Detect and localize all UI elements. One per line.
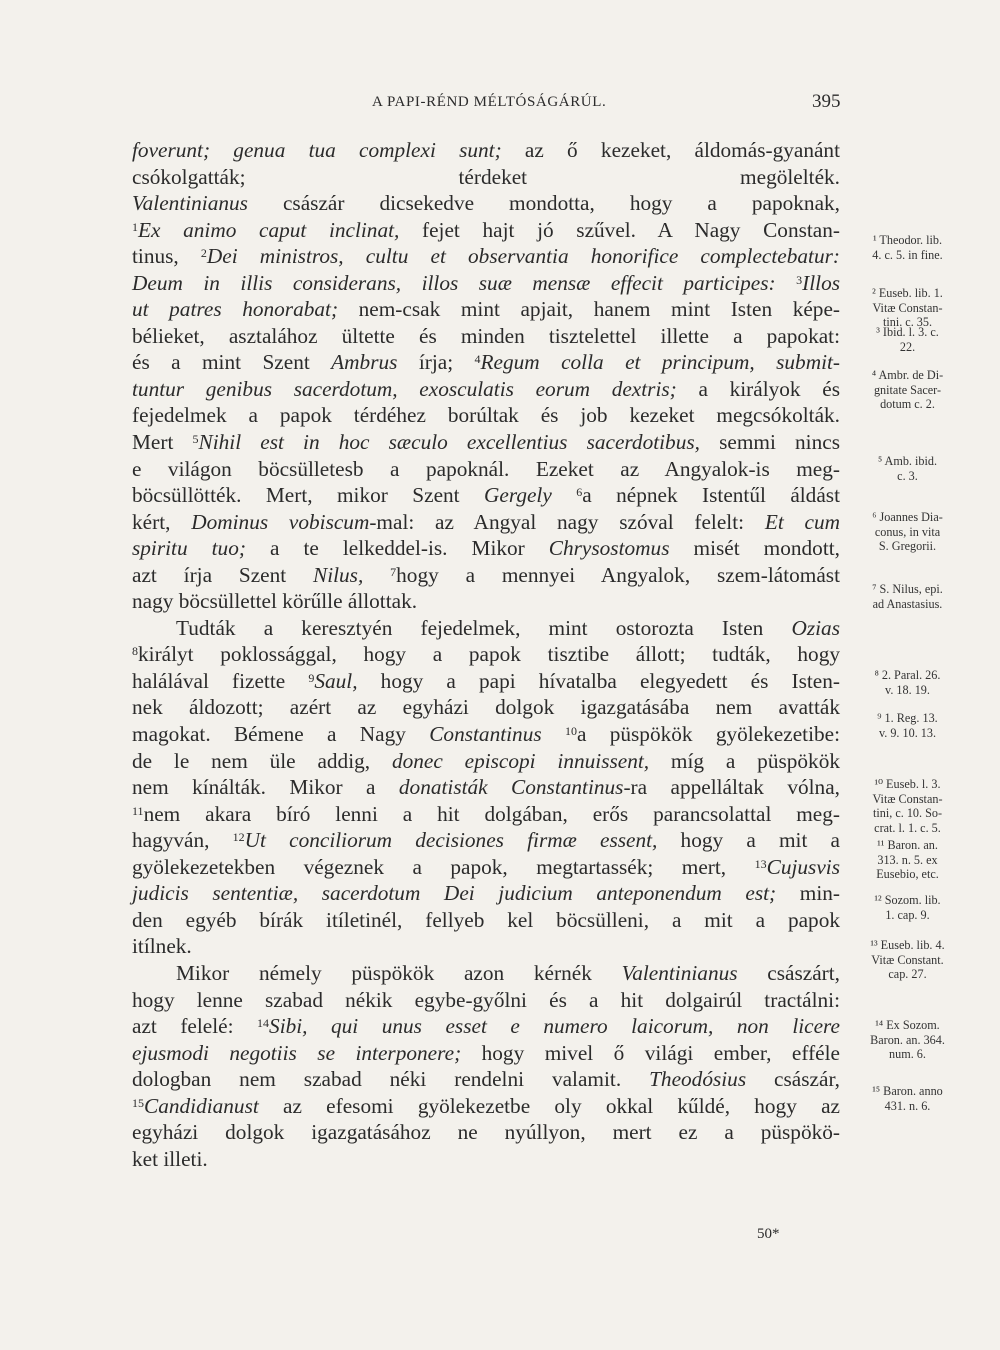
margin-note xyxy=(845,368,970,412)
text-line xyxy=(132,880,840,907)
footnote-marker: 8 xyxy=(132,644,138,659)
text-run: halálával fizette xyxy=(132,668,309,693)
text-run: írja; xyxy=(397,350,475,375)
text-run: míg a püspökök xyxy=(649,748,840,773)
margin-note-line: ¹⁴ Ex Sozom. xyxy=(875,1018,940,1032)
text-run: nem kínálták. Mikor a xyxy=(132,775,399,800)
text-run: és a mint Szent xyxy=(132,350,332,375)
italic-text: Candidianust xyxy=(144,1093,259,1118)
margin-note-line: ⁶ Joannes Dia- xyxy=(872,510,943,524)
italic-text: tuntur genibus sacerdotum, exosculatis eorum dextris; xyxy=(132,376,677,401)
text-run: az efesomi gyölekezetbe oly okkal kűldé, hogy az xyxy=(258,1093,840,1118)
text-run: böcsüllötték. Mert, mikor Szent xyxy=(132,483,484,508)
text-line xyxy=(132,933,840,960)
margin-note-line: 22. xyxy=(899,339,916,354)
text-line xyxy=(132,854,840,881)
text-run: azt írja Szent xyxy=(132,562,313,587)
text-line xyxy=(132,987,840,1014)
text-run: dologban nem szabad néki rendelni valamit. xyxy=(132,1067,650,1092)
footnote-marker: 5 xyxy=(192,432,199,447)
text-run: az ő kezeket, áldomás-gyanánt xyxy=(501,138,840,162)
text-run: hagyván, xyxy=(132,828,233,853)
footnote-marker: 13 xyxy=(754,856,767,871)
margin-note-line: v. 18. 19. xyxy=(885,682,930,697)
text-line xyxy=(132,243,840,270)
text-line xyxy=(132,1119,840,1146)
text-run: a te lelkeddel-is. Mikor xyxy=(245,536,549,561)
italic-text: Constantinus xyxy=(429,722,542,747)
text-line xyxy=(132,960,840,987)
text-line xyxy=(132,270,840,297)
italic-text: Illos xyxy=(802,270,841,295)
margin-note xyxy=(845,893,970,922)
margin-note-line: v. 9. 10. 13. xyxy=(878,725,937,740)
italic-text: judicis sententiæ, sacerdotum Dei judicium anteponendum est; xyxy=(132,881,777,906)
italic-text: ejusmodi negotiis se interponere; xyxy=(132,1040,462,1065)
text-line xyxy=(132,429,840,456)
text-run: bélieket, asztalához ültette és minden tisztelettel illette a papokat: xyxy=(132,323,840,348)
text-run xyxy=(363,563,390,587)
text-line xyxy=(132,323,840,350)
text-run: kért, xyxy=(132,509,192,534)
italic-text: Dei ministros, cultu et observantia honorifice complectebatur: xyxy=(206,244,840,269)
margin-note xyxy=(845,325,970,354)
text-line xyxy=(132,456,840,483)
text-line xyxy=(132,588,840,615)
margin-note-line: 431. n. 6. xyxy=(884,1098,931,1113)
italic-text: Regum colla et principum, submit- xyxy=(480,350,841,375)
text-run: de le nem üle addig, xyxy=(132,748,392,773)
text-run: nem-csak mint apjait, hanem mint Isten képe- xyxy=(338,297,840,322)
italic-text: Nilus, xyxy=(313,562,364,587)
text-run: hogy a mit a xyxy=(657,828,840,853)
text-run: nagy böcsüllettel körűlle állottak. xyxy=(132,589,418,614)
footnote-marker: 11 xyxy=(132,803,144,818)
margin-note xyxy=(845,510,970,554)
margin-note-line: 313. n. 5. ex xyxy=(877,852,938,867)
text-line xyxy=(132,1146,840,1173)
margin-note xyxy=(845,454,970,483)
italic-text: foverunt; genua tua complexi sunt; xyxy=(132,138,502,162)
text-line xyxy=(132,535,840,562)
text-line xyxy=(132,509,840,536)
footnote-marker: 1 xyxy=(132,219,138,234)
text-line xyxy=(132,296,840,323)
text-run: nek áldozott; azért az egyházi dolgok igazgatásába nem avatták xyxy=(132,695,840,720)
italic-text: Sibi, qui unus esset e numero laicorum, non licere xyxy=(269,1014,841,1039)
text-run: csókolgatták; térdeket megölelték. xyxy=(132,164,840,189)
text-run: királyt poklossággal, hogy a papok tisztibe állott; tudták, hogy xyxy=(138,642,840,667)
margin-note xyxy=(845,938,970,982)
running-title: A PAPI-RÉND MÉLTÓSÁGÁRÚL. xyxy=(372,94,607,110)
italic-text: Ozias xyxy=(791,615,840,640)
text-line xyxy=(132,827,840,854)
footnote-marker: 3 xyxy=(796,272,803,287)
text-line xyxy=(132,482,840,509)
italic-text: Ex animo caput inclinat, xyxy=(138,217,400,242)
text-run: itílnek. xyxy=(132,934,192,959)
text-line xyxy=(132,694,840,721)
text-run: a királyok és xyxy=(676,376,840,401)
margin-note-line: crat. l. 1. c. 5. xyxy=(874,820,941,835)
text-line xyxy=(132,1013,840,1040)
running-head xyxy=(0,88,1000,118)
margin-note-line: c. 3. xyxy=(897,468,918,483)
text-line xyxy=(132,907,840,934)
text-run: fejedelmek a papok térdéhez borúltak és job kezeket megcsókolták. xyxy=(132,403,840,428)
margin-note-line: Baron. an. 364. xyxy=(870,1032,945,1047)
text-run: Tudták a keresztyén fejedelmek, mint ostorozta Isten xyxy=(176,615,792,640)
italic-text: spiritu tuo; xyxy=(132,536,246,561)
margin-note-line: ¹² Sozom. lib. xyxy=(874,893,941,907)
margin-note-line: Vitæ Constan- xyxy=(872,791,943,806)
margin-note xyxy=(845,668,970,697)
text-run: Mert xyxy=(132,430,193,455)
text-run xyxy=(552,483,576,507)
text-run: den egyéb bírák itíletinél, fellyeb kel böcsülleni, a mit a papok xyxy=(132,907,840,932)
italic-text: Chrysostomus xyxy=(548,536,670,561)
margin-note-line: 1. cap. 9. xyxy=(885,907,930,922)
margin-note-line: 4. c. 5. in fine. xyxy=(872,247,943,262)
margin-note xyxy=(845,777,970,835)
text-line xyxy=(132,1066,840,1093)
signature-mark: 50* xyxy=(757,1226,780,1242)
text-line xyxy=(132,190,840,217)
italic-text: Ambrus xyxy=(331,350,398,375)
text-run: min- xyxy=(776,881,840,906)
margin-note-line: Vitæ Constant. xyxy=(871,952,944,967)
footnote-marker: 14 xyxy=(257,1016,270,1031)
margin-note-line: Vitæ Constan- xyxy=(872,300,943,315)
text-run: Mikor némely püspökök azon kérnék xyxy=(176,960,622,985)
footnote-marker: 4 xyxy=(474,352,481,367)
margin-note-line: ¹¹ Baron. an. xyxy=(877,838,938,852)
margin-note-line: ⁴ Ambr. de Di- xyxy=(871,368,944,382)
italic-text: Valentinianus xyxy=(621,960,738,985)
italic-text: donec episcopi innuissent, xyxy=(391,748,650,773)
margin-note-line: ¹³ Euseb. lib. 4. xyxy=(870,938,945,952)
text-run: semmi nincs xyxy=(699,430,840,455)
text-run: császár, xyxy=(746,1067,841,1092)
text-run: a püspökök gyölekezetibe: xyxy=(576,722,841,747)
text-run: -ra appelláltak vólna, xyxy=(623,775,840,800)
text-run: hogy a papi hívatalba elegyedett és Isten- xyxy=(357,668,840,693)
footnote-marker: 2 xyxy=(200,246,207,261)
text-run: a népnek Istentűl áldást xyxy=(582,483,840,508)
footnote-marker: 15 xyxy=(132,1095,144,1110)
footnote-marker: 6 xyxy=(576,485,583,500)
text-run: tinus, xyxy=(132,244,201,269)
margin-note-line: ¹⁰ Euseb. l. 3. xyxy=(874,777,941,791)
margin-note xyxy=(845,582,970,611)
italic-text: Cujusvis xyxy=(766,854,840,879)
margin-note-line: ¹⁵ Baron. anno xyxy=(872,1084,943,1098)
text-run: császárt, xyxy=(737,960,840,985)
italic-text: Saul, xyxy=(314,668,358,693)
italic-text: donatisták Constantinus xyxy=(398,775,624,800)
text-run: hogy mivel ő világi ember, efféle xyxy=(461,1040,840,1065)
text-line xyxy=(132,217,840,244)
text-line xyxy=(132,668,840,695)
text-run xyxy=(776,271,797,295)
margin-note-line: Eusebio, etc. xyxy=(876,867,939,881)
text-run: ket illeti. xyxy=(132,1146,208,1171)
margin-note-line: ³ Ibid. l. 3. c. xyxy=(876,325,939,339)
margin-note-line: dotum c. 2. xyxy=(880,397,935,411)
italic-text: Valentinianus xyxy=(132,191,248,216)
text-run xyxy=(542,722,565,746)
footnote-marker: 10 xyxy=(564,724,577,739)
italic-text: Nihil est in hoc sæculo excellentius sacerdotibus, xyxy=(198,430,700,455)
margin-note-line: ad Anastasius. xyxy=(872,596,943,611)
margin-note-line: tini. c. 35. xyxy=(882,315,933,329)
margin-note xyxy=(845,1084,970,1113)
margin-note-line: ⁷ S. Nilus, epi. xyxy=(872,582,943,596)
text-line xyxy=(132,164,840,191)
text-line xyxy=(132,1040,840,1067)
text-line xyxy=(132,615,840,642)
text-run: e világon böcsülletesb a papoknál. Ezeket az Angyalok-is meg- xyxy=(132,456,840,481)
margin-note xyxy=(845,1018,970,1062)
italic-text: Gergely xyxy=(484,483,552,508)
text-run: -mal: az Angyal nagy szóval felelt: xyxy=(369,509,765,534)
margin-note xyxy=(845,233,970,262)
margin-note-line: S. Gregorii. xyxy=(878,539,937,553)
text-run: császár dicsekedve mondotta, hogy a papoknak, xyxy=(247,191,840,216)
italic-text: Theodósius xyxy=(649,1067,747,1092)
text-run: hogy a mennyei Angyalok, szem-látomást xyxy=(396,562,840,587)
italic-text: Deum in illis considerans, illos suæ mensæ effecit participes: xyxy=(132,270,776,295)
text-run: hogy lenne szabad nékik egybe-győlni és a hit dolgairúl tractálni: xyxy=(132,987,840,1012)
text-run: azt felelé: xyxy=(132,1014,258,1039)
text-line xyxy=(132,721,840,748)
margin-note xyxy=(845,286,970,330)
text-line xyxy=(132,1093,840,1120)
text-line xyxy=(132,774,840,801)
footnote-marker: 9 xyxy=(308,670,315,685)
text-run: egyházi dolgok igazgatásához ne nyúllyon, mert ez a püspökö- xyxy=(132,1120,840,1145)
margin-note-line: ⁸ 2. Paral. 26. xyxy=(874,668,941,682)
text-line xyxy=(132,801,840,828)
body-text xyxy=(132,137,840,1172)
margin-note-line: ² Euseb. lib. 1. xyxy=(872,286,943,300)
text-run: misét mondott, xyxy=(669,536,840,561)
text-run: gyölekezetekben végeznek a papok, megtartassék; mert, xyxy=(132,854,755,879)
text-line xyxy=(132,137,840,164)
italic-text: Dominus vobiscum xyxy=(191,509,370,534)
margin-note-line: tini, c. 10. So- xyxy=(872,806,943,820)
italic-text: ut patres honorabat; xyxy=(132,297,339,322)
text-line xyxy=(132,641,840,668)
margin-note xyxy=(845,838,970,882)
italic-text: Ut conciliorum decisiones firmæ essent, xyxy=(244,828,658,853)
margin-note-line: ¹ Theodor. lib. xyxy=(872,233,943,247)
page-number: 395 xyxy=(812,91,841,112)
text-line xyxy=(132,349,840,376)
margin-note-line: ⁵ Amb. ibid. xyxy=(877,454,938,468)
text-line xyxy=(132,748,840,775)
text-run: fejet hajt jó szűvel. A Nagy Constan- xyxy=(399,217,841,242)
margin-note-line: num. 6. xyxy=(889,1047,926,1061)
text-run: nem akara bíró lenni a hit dolgában, erős parancsolattal meg- xyxy=(143,801,840,826)
margin-note-line: cap. 27. xyxy=(888,967,927,981)
text-line xyxy=(132,402,840,429)
margin-note xyxy=(845,711,970,740)
margin-note-line: ⁹ 1. Reg. 13. xyxy=(877,711,938,725)
margin-note-line: conus, in vita xyxy=(874,524,941,539)
text-line xyxy=(132,376,840,403)
text-run: magokat. Bémene a Nagy xyxy=(132,722,430,747)
margin-note-line: gnitate Sacer- xyxy=(873,382,942,397)
text-line xyxy=(132,562,840,589)
footnote-marker: 12 xyxy=(232,830,245,845)
footnote-marker: 7 xyxy=(390,564,397,579)
italic-text: Et cum xyxy=(764,509,841,534)
